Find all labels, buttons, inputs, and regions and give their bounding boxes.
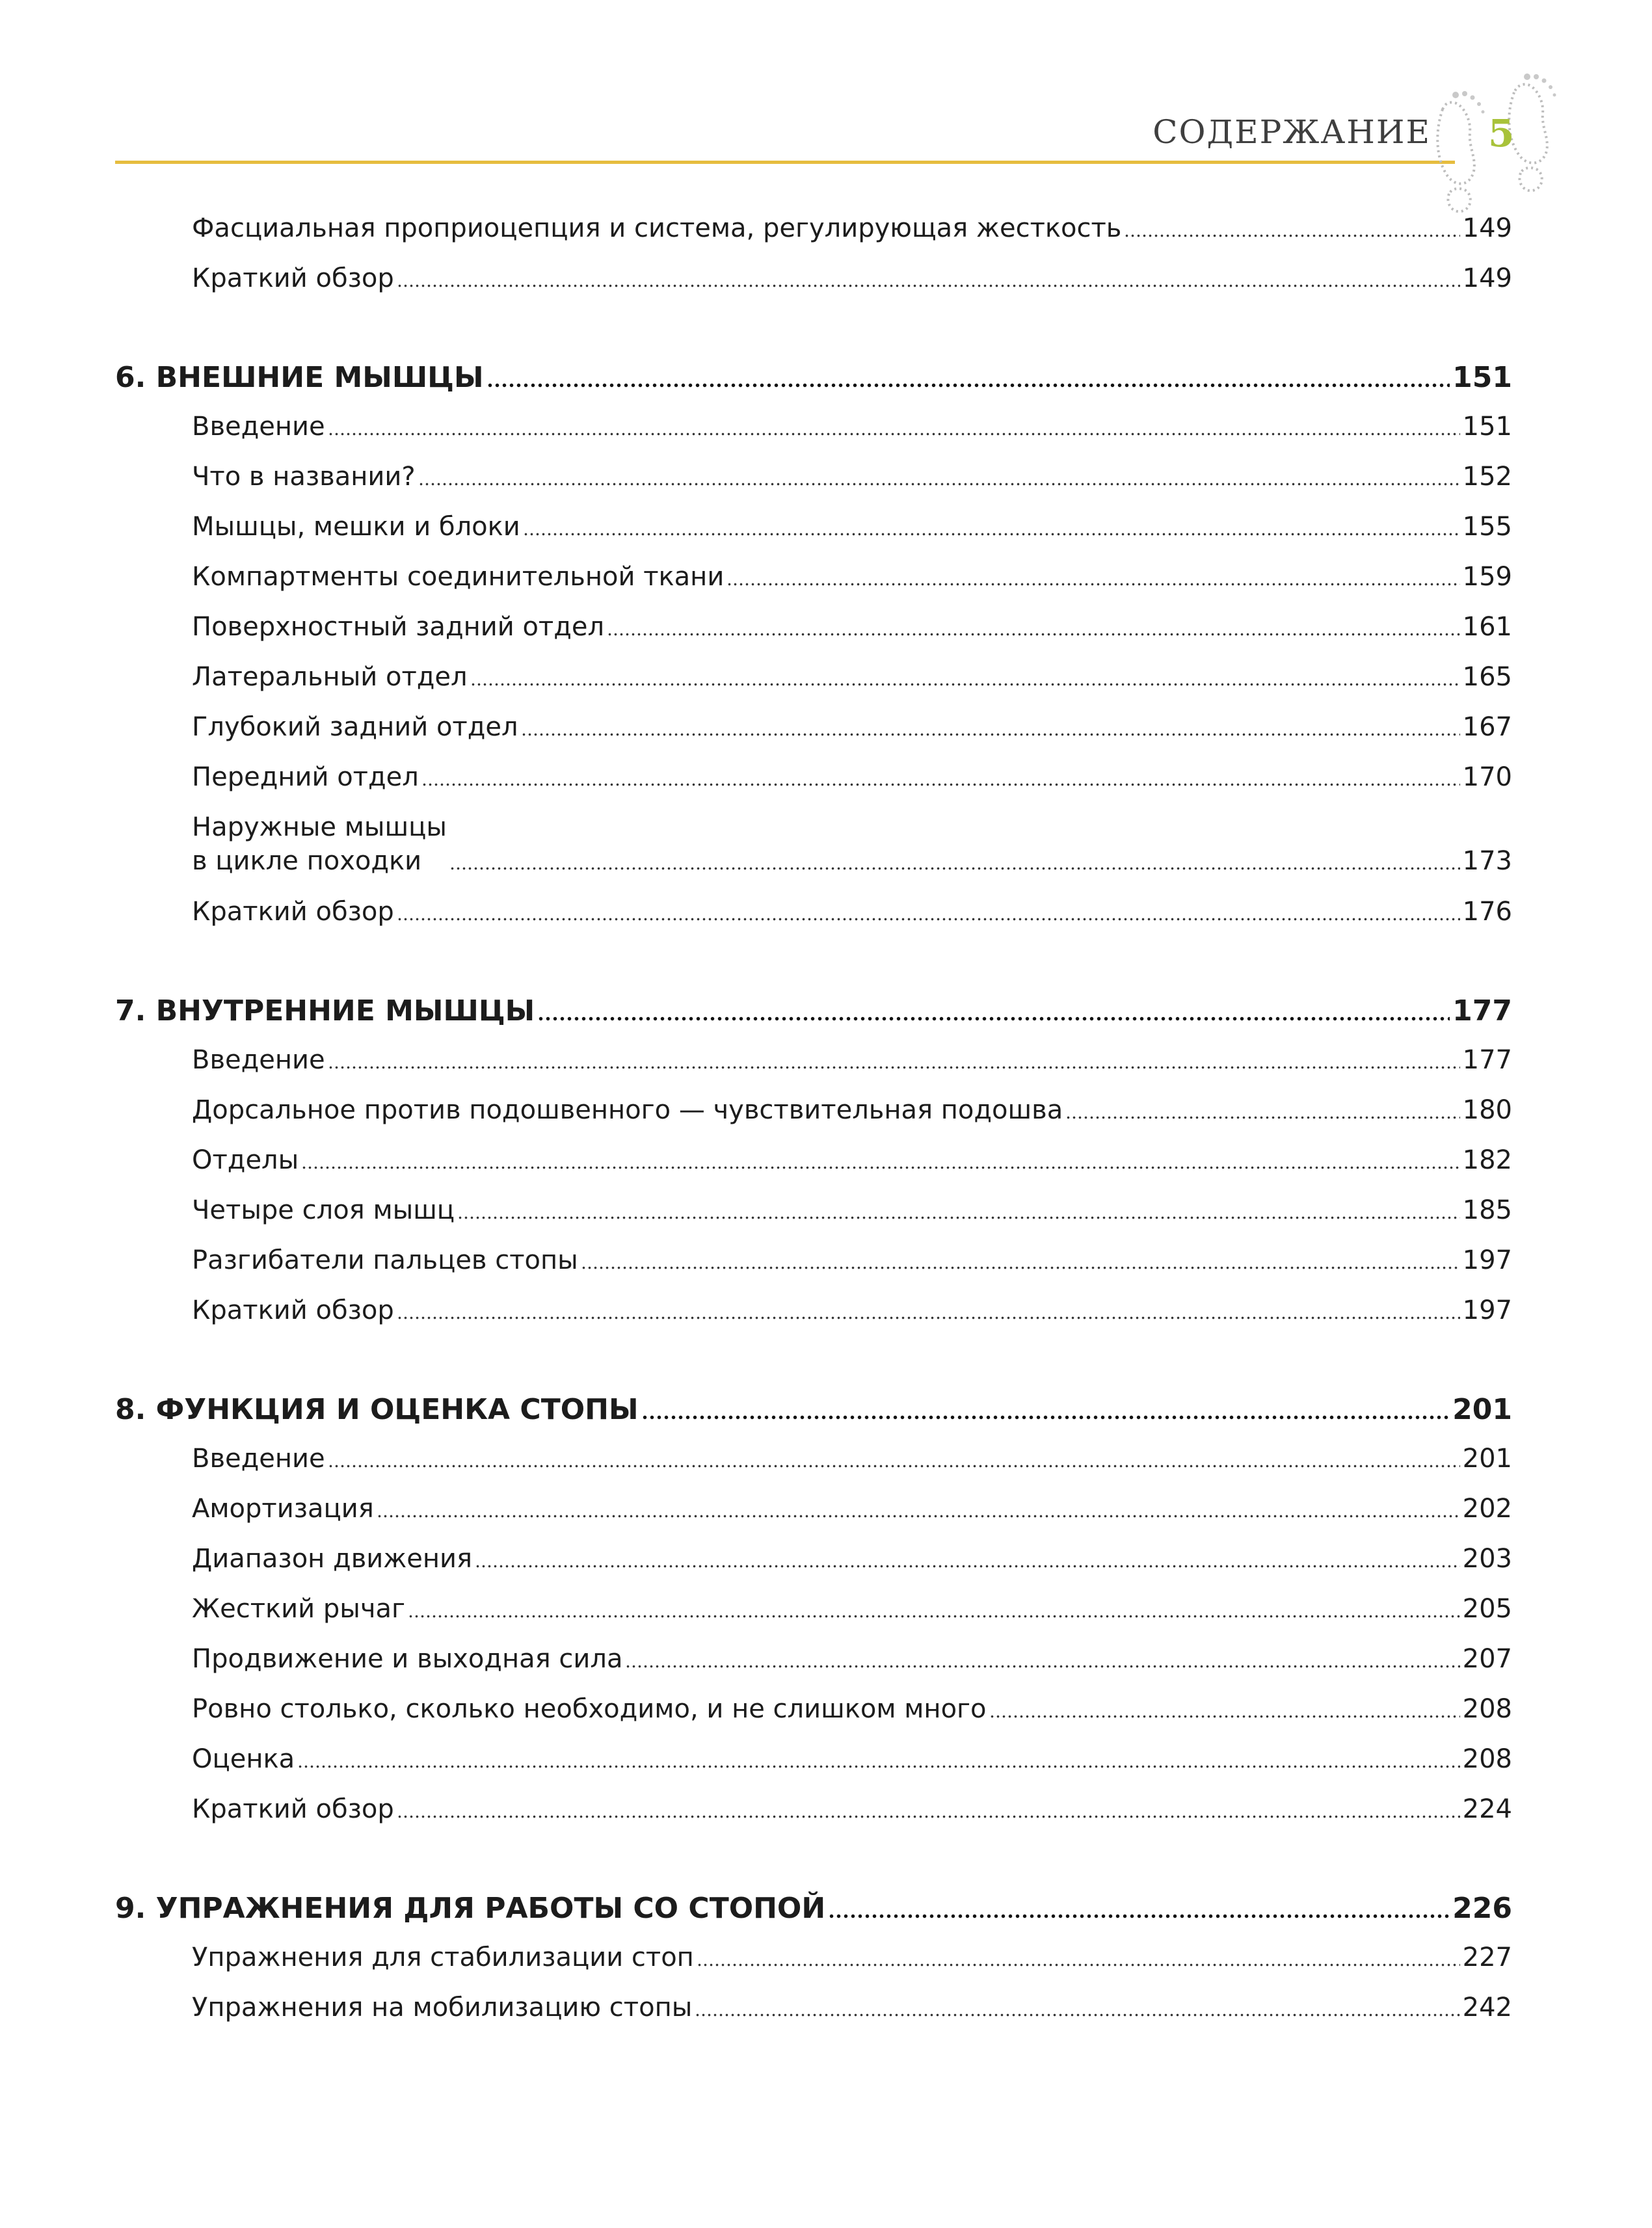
dot-leader	[475, 1565, 1460, 1568]
toc-entry-page: 173	[1462, 846, 1512, 876]
toc-entry-page: 197	[1462, 1245, 1512, 1275]
toc-entry-title: Краткий обзор	[192, 1794, 394, 1824]
toc-entry[interactable]	[192, 1742, 1512, 1776]
toc-entry-page: 201	[1452, 1393, 1512, 1426]
toc-entry-title: Упражнения для стабилизации стоп	[192, 1943, 694, 1972]
dot-leader	[486, 383, 1450, 388]
dot-leader	[641, 1415, 1450, 1420]
dot-leader	[581, 1266, 1460, 1269]
toc-chapter-entry[interactable]	[115, 1391, 1512, 1428]
toc-entry-title: Глубокий задний отдел	[192, 712, 518, 742]
toc-entry-page: 203	[1462, 1544, 1512, 1574]
toc-entry[interactable]	[192, 1243, 1512, 1277]
toc-entry-title: Продвижение и выходная сила	[192, 1644, 623, 1674]
running-title: СОДЕРЖАНИЕ	[1152, 113, 1431, 151]
toc-entry-page: 149	[1462, 213, 1512, 243]
dot-leader	[377, 1515, 1460, 1518]
toc-entry-title: Амортизация	[192, 1494, 374, 1524]
toc-entry-title: Фасциальная проприоцепция и система, регулирующая жесткость	[192, 213, 1122, 243]
toc-entry-title: Краткий обзор	[192, 1295, 394, 1325]
toc-entry-title: Разгибатели пальцев стопы	[192, 1245, 578, 1275]
toc-entry-title: Диапазон движения	[192, 1544, 473, 1574]
toc-entry-page: 155	[1462, 512, 1512, 542]
toc-entry-page: 227	[1462, 1943, 1512, 1972]
toc-entry[interactable]	[192, 895, 1512, 929]
toc-entry[interactable]	[192, 1143, 1512, 1177]
dot-leader	[328, 1066, 1460, 1069]
toc-entry[interactable]	[192, 1043, 1512, 1077]
dot-leader	[537, 1016, 1450, 1021]
toc-entry-title: Что в названии?	[192, 462, 416, 492]
toc-entry-page: 161	[1462, 612, 1512, 642]
toc-entry-page: 208	[1462, 1694, 1512, 1724]
toc-entry-title: Жесткий рычаг	[192, 1594, 405, 1624]
dot-leader	[607, 633, 1460, 636]
toc-entry[interactable]	[192, 460, 1512, 494]
toc-entry-page: 207	[1462, 1644, 1512, 1674]
toc-entry[interactable]	[192, 710, 1512, 744]
dot-leader	[301, 1166, 1459, 1169]
toc-chapter-entry[interactable]	[115, 992, 1512, 1029]
toc-entry-page: 208	[1462, 1744, 1512, 1774]
page-number: 5	[1488, 111, 1515, 155]
dot-leader	[1065, 1116, 1459, 1119]
toc-entry-title: 8. ФУНКЦИЯ И ОЦЕНКА СТОПЫ	[115, 1393, 639, 1426]
dot-leader	[470, 683, 1460, 686]
dot-leader	[523, 533, 1460, 536]
toc-chapter-entry[interactable]	[115, 1890, 1512, 1927]
toc-entry-page: 226	[1452, 1892, 1512, 1925]
toc-entry-title: Мышцы, мешки и блоки	[192, 512, 520, 542]
toc-entry[interactable]	[192, 810, 1512, 878]
dot-leader	[397, 1815, 1460, 1818]
toc-entry[interactable]	[192, 1592, 1512, 1626]
dot-leader	[521, 733, 1460, 736]
toc-entry-title: Краткий обзор	[192, 897, 394, 927]
toc-entry[interactable]	[192, 560, 1512, 594]
dot-leader	[418, 483, 1460, 486]
toc-entry-title: Дорсальное против подошвенного — чувствительная подошва	[192, 1095, 1063, 1125]
dot-leader	[697, 1963, 1460, 1967]
toc-entry-title: Введение	[192, 1444, 325, 1474]
dot-leader	[695, 2013, 1459, 2017]
toc-entry-page: 152	[1462, 462, 1512, 492]
toc-entry-page: 151	[1452, 361, 1512, 394]
toc-entry[interactable]	[192, 660, 1512, 694]
toc-entry-page: 149	[1462, 263, 1512, 293]
toc-entry-page: 176	[1462, 897, 1512, 927]
page-header	[0, 0, 1652, 169]
dot-leader	[328, 432, 1460, 436]
toc-entry-title: Введение	[192, 412, 325, 442]
toc-entry-page: 185	[1462, 1195, 1512, 1225]
dot-leader	[421, 783, 1460, 786]
dot-leader	[457, 1216, 1460, 1219]
toc-entry-page: 182	[1462, 1145, 1512, 1175]
dot-leader	[449, 867, 1460, 870]
dot-leader	[1124, 234, 1459, 237]
toc-entry[interactable]	[192, 1692, 1512, 1726]
toc-entry-title: Наружные мышцы в цикле походки	[192, 812, 447, 876]
toc-entry[interactable]	[192, 1941, 1512, 1974]
dot-leader	[397, 1316, 1460, 1320]
toc-entry-title: 7. ВНУТРЕННИЕ МЫШЦЫ	[115, 994, 535, 1028]
toc-entry-title: 9. УПРАЖНЕНИЯ ДЛЯ РАБОТЫ СО СТОПОЙ	[115, 1892, 826, 1925]
toc-entry[interactable]	[192, 1991, 1512, 2024]
dot-leader	[397, 284, 1460, 287]
toc-entry[interactable]	[192, 1193, 1512, 1227]
dot-leader	[828, 1914, 1450, 1918]
toc-entry-title: Латеральный отдел	[192, 662, 468, 692]
toc-entry-title: Передний отдел	[192, 762, 419, 792]
dot-leader	[625, 1665, 1459, 1668]
toc-entry-title: Введение	[192, 1045, 325, 1075]
toc-entry-page: 242	[1462, 1993, 1512, 2022]
toc-entry[interactable]	[192, 610, 1512, 644]
toc-entry[interactable]	[192, 1792, 1512, 1826]
toc-entry[interactable]	[192, 1293, 1512, 1327]
toc-entry-page: 224	[1462, 1794, 1512, 1824]
toc-entry[interactable]	[192, 1442, 1512, 1476]
toc-entry-page: 205	[1462, 1594, 1512, 1624]
dot-leader	[297, 1765, 1459, 1768]
toc-entry-page: 201	[1462, 1444, 1512, 1474]
toc-entry[interactable]	[192, 510, 1512, 544]
toc-entry-page: 165	[1462, 662, 1512, 692]
toc-entry-title: Поверхностный задний отдел	[192, 612, 605, 642]
toc-entry[interactable]	[192, 1093, 1512, 1127]
toc-entry-title: 6. ВНЕШНИЕ МЫШЦЫ	[115, 361, 484, 394]
dot-leader	[726, 583, 1459, 586]
toc-entry-page: 170	[1462, 762, 1512, 792]
toc-entry-title: Краткий обзор	[192, 263, 394, 293]
dot-leader	[397, 918, 1460, 921]
toc-entry-title: Ровно столько, сколько необходимо, и не слишком много	[192, 1694, 987, 1724]
toc-chapter-entry[interactable]	[115, 359, 1512, 396]
toc-entry-page: 202	[1462, 1494, 1512, 1524]
toc-entry-title: Отделы	[192, 1145, 299, 1175]
toc-entry-page: 159	[1462, 562, 1512, 592]
toc-entry-page: 197	[1462, 1295, 1512, 1325]
toc-entry-page: 180	[1462, 1095, 1512, 1125]
toc-entry[interactable]	[192, 261, 1512, 295]
toc-entry[interactable]	[192, 1492, 1512, 1526]
dot-leader	[328, 1465, 1460, 1468]
toc-entry-title: Оценка	[192, 1744, 295, 1774]
toc-entry-title: Упражнения на мобилизацию стопы	[192, 1993, 693, 2022]
toc-entry[interactable]	[192, 410, 1512, 444]
toc-entry-page: 177	[1452, 994, 1512, 1028]
toc-entry-page: 167	[1462, 712, 1512, 742]
dot-leader	[989, 1715, 1460, 1718]
dot-leader	[408, 1615, 1460, 1618]
header-rule	[115, 161, 1455, 164]
toc-entry[interactable]	[192, 1542, 1512, 1576]
toc-entry-title: Четыре слоя мышц	[192, 1195, 455, 1225]
toc-entry[interactable]	[192, 760, 1512, 794]
toc-entry-page: 151	[1462, 412, 1512, 442]
toc-entry-page: 177	[1462, 1045, 1512, 1075]
toc-entry[interactable]	[192, 211, 1512, 245]
toc-entry-title: Компартменты соединительной ткани	[192, 562, 725, 592]
toc-entry[interactable]	[192, 1642, 1512, 1676]
